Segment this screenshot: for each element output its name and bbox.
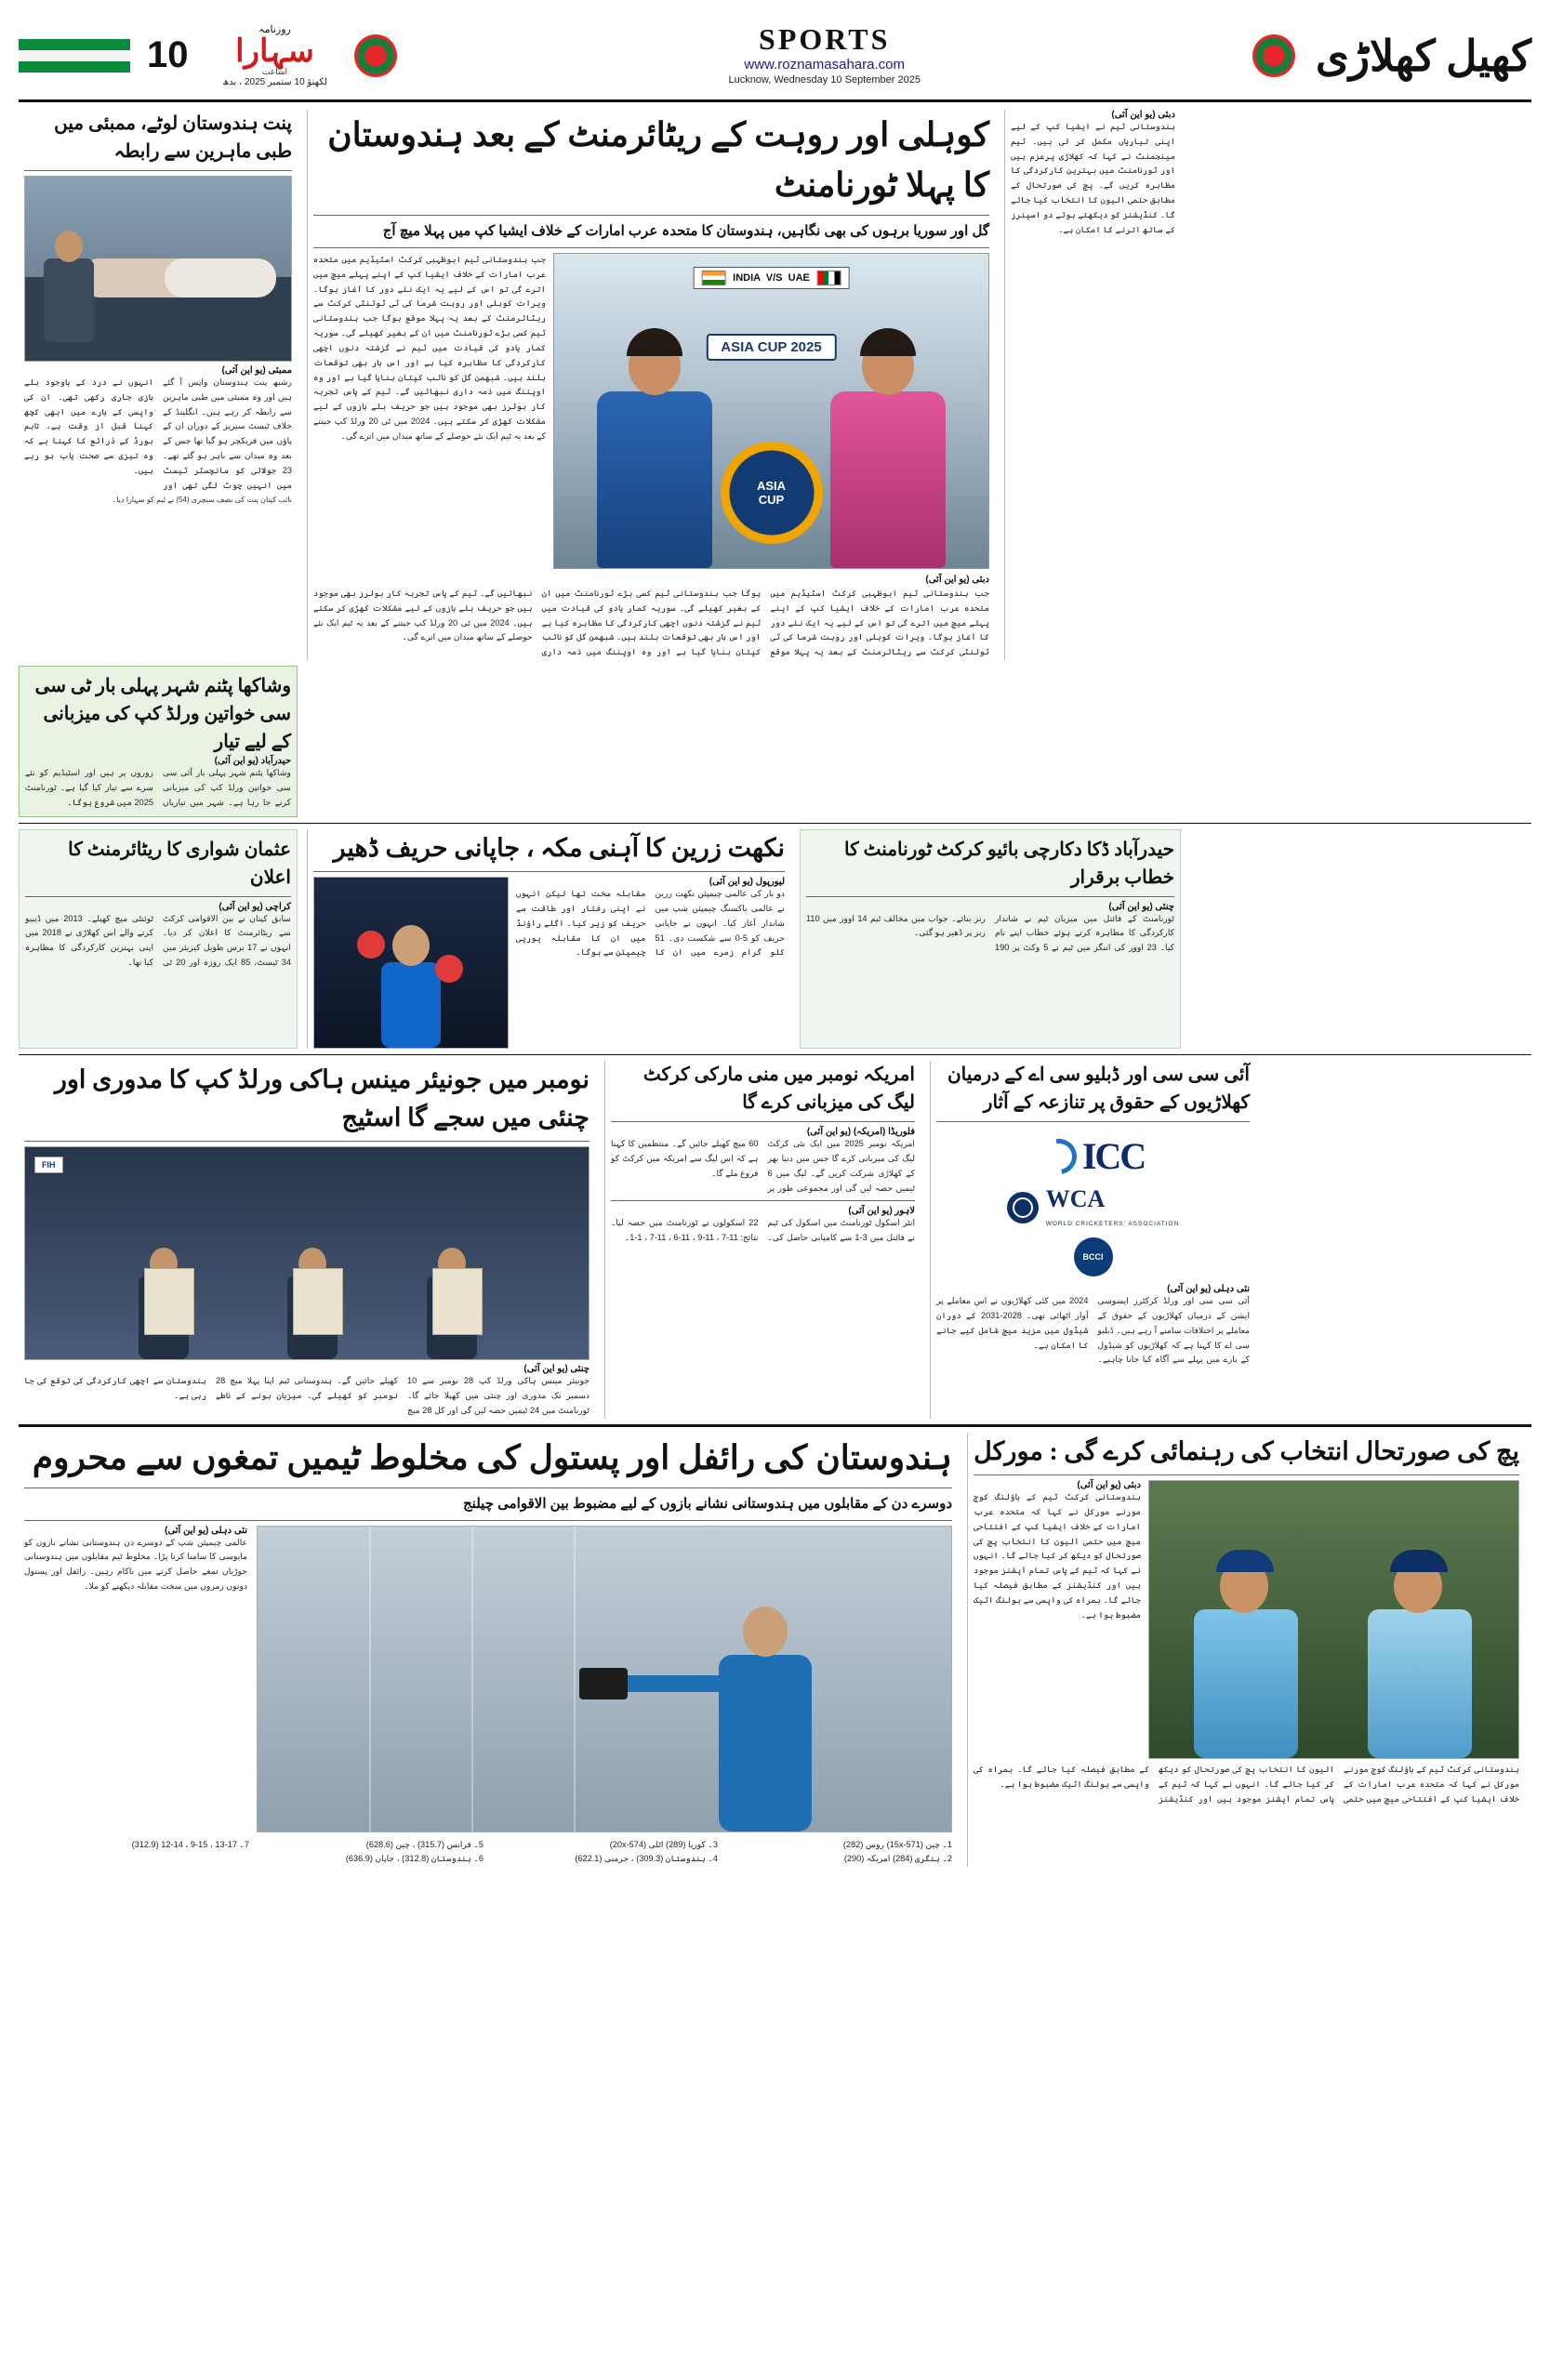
edition-meta: لکھنؤ 10 ستمبر 2025 ، بدھ [222,77,327,87]
icc-dateline: نئی دہلی (یو این آئی) [1167,1284,1250,1295]
trophy-poster-3 [432,1268,483,1335]
usman-headline: عثمان شواری کا ریٹائرمنٹ کا اعلان [68,839,291,888]
flag-stripe-green-2 [19,61,130,73]
column-hockey [19,1061,595,1418]
player-uae [804,289,972,568]
shooting-body: عالمی چیمپئن شپ کے دوسرے دن ہندوستانی نشانے بازوں کو مایوسی کا سامنا کرنا پڑا۔ مخلوط ٹیم مقابلوں میں ہندوستانی جوڑیاں تمغے حاصل کرنے میں ناکام رہیں۔ رائفل اور پستول دونوں زمروں میں سخت مقابلہ دیکھنے کو ملا۔ [24,1537,247,1592]
hockey-body: جونیئر مینس ہاکی ورلڈ کپ 28 نومبر سے 10 دسمبر تک مدوری اور چنئی میں کھیلا جائے گا۔ ٹورنامنٹ میں 24 ٹیمیں حصہ لیں گی اور کل 28 میچ کھیلے جائیں گے۔ ہندوستانی ٹیم اپنا پہلا میچ 28 نومبر کو کھیلے گی۔ میزبان ہونے کے ناطے ہندوستان سے اچھی کارکردگی کی توقع کی جا رہی ہے۔ [24,1376,590,1415]
result-line-2: 2۔ ہنگری (284) امریکہ (290) [843,1854,952,1864]
morkel-dateline: دبئی (یو این آئی) [1077,1480,1141,1491]
section-title-urdu: کھیل کھلاڑی [1315,32,1531,80]
photo-person [33,212,105,342]
coach-figure-2 [1351,1526,1490,1758]
result-line-5: 5۔ فرانس (315.7) ، چین (628.6) [365,1839,484,1849]
logo-main-text: سہارا [235,33,314,69]
women-wc-headline: وشاکھا پٹنم شہر پہلی بار ٹی سی سی خواتین ورلڈ کپ کی میزبانی کے لیے تیار [34,676,291,753]
sports-wordmark: SPORTS [759,22,891,56]
flag-stripe-white [19,50,130,61]
icc-headline: آئی سی سی اور ڈبلیو سی اے کے درمیان کھلاڑیوں کے حقوق پر تنازعہ کے آثار [947,1064,1250,1114]
asia-cup-hero-graphic [553,253,989,569]
shooting-headline: ہندوستان کی رائفل اور پستول کی مخلوط ٹیمیں تمغوں سے محروم [32,1438,952,1476]
asia-cup-logo-icon: ASIA CUP [721,442,823,544]
masthead-center [397,17,1252,94]
boxing-body: دو بار کی عالمی چیمپئن نکھت زرین نے عالمی باکسنگ چیمپئن شپ میں شاندار آغاز کیا۔ انہوں نے جاپانی حریف کو 5-0 سے شکست دی۔ 51 کلو گرام زمرے میں ان کا مقابلہ سخت تھا لیکن انہوں نے اپنی رفتار اور طاقت سے حریف کو زیر کیا۔ اگلے راؤنڈ میں ان کا مقابلہ یورپی چیمپئن سے ہوگا۔ [516,889,785,958]
asia-cup-badge: ASIA CUP 2025 [706,334,836,361]
lead-headline: کوہلی اور روہت کے ریٹائرمنٹ کے بعد ہندوستان کا پہلا ٹورنامنٹ [327,116,989,204]
logo-top-text: روزنامہ [258,24,291,35]
morkel-text [974,1480,1141,1759]
hyd-dateline: چنئی (یو این آئی) [1108,901,1174,912]
icc-body: آئی سی سی اور ورلڈ کرکٹرز ایسوسی ایشن کے درمیان کھلاڑیوں کے حقوق کے معاملے پر اختلافات سامنے آ رہے ہیں۔ ڈبلیو سی اے کا کہنا ہے کہ کھلاڑیوں کو شیڈول کے بارے میں پہلے سے آگاہ کیا جانا چاہیے۔ 2024 میں کئی کھلاڑیوں نے اس معاملے پر آواز اٹھائی تھی۔ 2028-2031 کے دوران شیڈول میں مزید میچ شامل کیے جانے کا امکان ہے۔ [936,1296,1250,1365]
boxing-headline: نکھت زرین کا آہنی مکہ ، جاپانی حریف ڈھیر [333,833,785,862]
lead-body-left: جب ہندوستانی ٹیم ابوظہبی کرکٹ اسٹیڈیم میں متحدہ عرب امارات کے خلاف ایشیا کپ کے اپنے پہلے میچ میں اترے گی تو اس کے لیے یہ ایک نئے دور کا آغاز ہوگا۔ ویرات کوہلی اور روہت شرما کی ٹی ٹوئنٹی کرکٹ سے ریٹائرمنٹ کے بعد یہ پہلا موقع ہوگا جب ہندوستانی ٹیم کسی بڑے ٹورنامنٹ میں ان کے بغیر کھیلے گی۔ سوریہ کمار یادو کی قیادت میں ٹیم نے گزشتہ دنوں اچھی کارکردگی کا مظاہرہ کیا ہے اور اس بار بھی توقعات بلند ہیں۔ شبھمن گل کو نائب کپتان بنایا گیا ہے اور وہ اوپننگ میں ذمہ داری نبھائیں گے۔ ٹیم کے پاس تجربہ کار بولرز بھی موجود ہیں جو حریف بلے بازوں کے لیے مشکلات کھڑی کر سکتے ہیں۔ 2024 میں ٹی 20 ورلڈ کپ جیتنے کے بعد یہ ٹیم ایک نئے حوصلے کے ساتھ میدان میں اترے گی۔ [313,255,547,441]
women-worldcup-box [19,666,298,816]
icc-swoosh-icon [1034,1131,1083,1181]
usa-headline: امریکہ نومبر میں منی مارکی کرکٹ لیگ کی میزبانی کرے گا [643,1064,915,1114]
shooting-left-text [24,1526,247,1832]
coach-figure-1 [1177,1526,1317,1758]
wca-logo [1007,1185,1180,1230]
result-line-7: 7۔ 17-13 ، 15-9 ، 14-12 (312.9) [131,1839,249,1849]
boxer-figure [355,908,467,1048]
trophy-poster-2 [293,1268,343,1335]
pant-dateline: ممبئی (یو این آئی) [221,365,292,376]
wca-subtext: WORLD CRICKETERS' ASSOCIATION [1045,1221,1180,1228]
women-wc-body: وشاکھا پٹنم شہر پہلی بار آئی سی سی خواتین ورلڈ کپ کی میزبانی کرنے جا رہا ہے۔ شہر میں تیاریاں زوروں پر ہیں اور اسٹیڈیم کو نئے سرے سے تیار کیا گیا ہے۔ ٹورنامنٹ 2025 میں شروع ہوگا۔ [25,768,291,807]
morkel-body: ہندوستانی کرکٹ ٹیم کے باؤلنگ کوچ مورنے مورکل نے کہا کہ متحدہ عرب امارات کے خلاف ایشیا کپ کے افتتاحی میچ میں حتمی الیون کا انتخاب پچ کی صورتحال کو دیکھ کر کیا جائے گا۔ انہوں نے کہا کہ ٹیم کے پاس تمام آپشنز موجود ہیں اور کنڈیشنز کے مطابق فیصلہ کیا جائے گا۔ بمراہ کی واپسی سے بولنگ اٹیک مضبوط ہوا ہے۔ [974,1492,1141,1620]
women-wc-dateline: حیدرآباد (یو این آئی) [214,756,291,767]
column-shooting [19,1433,958,1868]
column-boxing [307,829,790,1050]
column-usman [19,829,298,1050]
usa-body: امریکہ نومبر 2025 میں ایک نئی کرکٹ لیگ کی میزبانی کرے گا جس میں دنیا بھر کے کھلاڑی شرکت کریں گے۔ لیگ میں 6 ٹیمیں حصہ لیں گی اور مجموعی طور پر 60 میچ کھیلے جائیں گے۔ منتظمین کا کہنا ہے کہ اس لیگ سے امریکہ میں کرکٹ کو فروغ ملے گا۔ [611,1139,915,1193]
newspaper-logo [205,23,345,87]
page-number: 10 [147,34,189,75]
band-top [19,110,1531,660]
player-india [571,289,738,568]
lead-body-cols: جب ہندوستانی ٹیم ابوظہبی کرکٹ اسٹیڈیم میں متحدہ عرب امارات کے خلاف ایشیا کپ کے اپنے پہلے میچ میں اترے گی تو اس کے لیے یہ ایک نئے دور کا آغاز ہوگا۔ ویرات کوہلی اور روہت شرما کی ٹی ٹوئنٹی کرکٹ سے ریٹائرمنٹ کے بعد یہ پہلا موقع ہوگا جب ہندوستانی ٹیم کسی بڑے ٹورنامنٹ میں ان کے بغیر کھیلے گی۔ سوریہ کمار یادو کی قیادت میں ٹیم نے گزشتہ دنوں اچھی کارکردگی کا مظاہرہ کیا ہے اور اس بار بھی توقعات بلند ہیں۔ شبھمن گل کو نائب کپتان بنایا گیا ہے اور وہ اوپننگ میں ذمہ داری نبھائیں گے۔ ٹیم کے پاس تجربہ کار بولرز بھی موجود ہیں جو حریف بلے بازوں کے لیے مشکلات کھڑی کر سکتے ہیں۔ 2024 میں ٹی 20 ورلڈ کپ جیتنے کے بعد یہ ٹیم ایک نئے حوصلے کے ساتھ میدان میں اترے گی۔ [313,588,989,657]
flag-block [19,39,130,73]
usman-dateline: کراچی (یو این آئی) [219,901,291,912]
column-right-lead [1004,110,1181,660]
icc-wordmark: ICC [1081,1135,1146,1178]
wca-wordmark: WCA [1045,1185,1106,1213]
pant-headline: پنت ہندوستان لوٹے، ممبئی میں طبی ماہرین سے رابطہ [54,113,292,162]
india-flag-icon [701,271,725,285]
trophy-poster-1 [144,1268,194,1335]
lahore-body: انٹر اسکول ٹورنامنٹ میں اسکول کی ٹیم نے فائنل میں 3-1 سے کامیابی حاصل کی۔ 22 اسکولوں نے ٹورنامنٹ میں حصہ لیا۔ نتائج: 11-7 ، 11-9 ، 11-6 ، 11-7 ، 1-1۔ [611,1218,916,1243]
shooting-dateline: نئی دہلی (یو این آئی) [165,1525,247,1536]
boxing-photo [313,877,509,1049]
band-middle [19,829,1531,1050]
shooting-results [24,1838,952,1868]
pant-caption: نائب کپتان پنت کی نصف سنچری (54) نے ٹیم کو سہارا دیا۔ [112,495,292,504]
result-line-3: 3۔ کوریا (289) اٹلی (574-20x) [609,1839,718,1849]
pant-body: رشبھ پنت ہندوستان واپس آ گئے ہیں اور وہ ممبئی میں طبی ماہرین سے رابطہ کر رہے ہیں۔ انگلینڈ کے خلاف ٹیسٹ سیریز کے دوران ان کے پاؤں میں فریکچر ہو گیا تھا جس کے بعد وہ میدان سے باہر ہو گئے تھے۔ 23 جولائی کو مانچسٹر ٹیسٹ میں انہیں چوٹ لگی تھی اور انہوں نے درد کے باوجود بلے بازی جاری رکھی تھی۔ ان کی واپسی کے بارے میں ابھی کچھ کہنا قبل از وقت ہے، تاہم بورڈ کے ذرائع کا کہنا ہے کہ وہ تیزی سے صحت یاب ہو رہے ہیں۔ [24,377,292,490]
column-usa-league [604,1061,921,1418]
lahore-dateline: لاہور (یو این آئی) [848,1206,915,1217]
website-url[interactable]: www.roznamasahara.com [744,57,905,73]
shooter-figure [691,1562,840,1831]
icc-logo [1041,1134,1145,1178]
hockey-headline: نومبر میں جونیئر مینس ہاکی ورلڈ کپ کا مدوری اور چنئی میں سجے گا اسٹیج [54,1065,590,1131]
column-hyderabad [800,829,1181,1050]
band-lower [19,1061,1531,1418]
band-bottom [19,1433,1531,1868]
morkel-body-cols: ہندوستانی کرکٹ ٹیم کے باؤلنگ کوچ مورنے مورکل نے کہا کہ متحدہ عرب امارات کے خلاف ایشیا کپ کے افتتاحی میچ میں حتمی الیون کا انتخاب پچ کی صورتحال کو دیکھ کر کیا جائے گا۔ انہوں نے کہا کہ ٹیم کے پاس تمام آپشنز موجود ہیں اور کنڈیشنز کے مطابق فیصلہ کیا جائے گا۔ بمراہ کی واپسی سے بولنگ اٹیک مضبوط ہوا ہے۔ [974,1765,1519,1804]
column-icc-wca [930,1061,1255,1418]
column-morkel [967,1433,1525,1868]
morkel-headline: پچ کی صورتحال انتخاب کی رہنمائی کرے گی : مورکل [974,1436,1519,1465]
hockey-dateline: چنئی (یو این آئی) [523,1364,590,1375]
masthead-left [19,17,397,94]
morkel-photo [1148,1480,1519,1759]
masthead-right [1252,17,1531,94]
masthead [19,17,1531,102]
result-line-6: 6۔ ہندوستان (312.8) ، جاپان (636.9) [345,1854,484,1864]
issue-date: Lucknow, Wednesday 10 September 2025 [728,74,921,86]
boxing-dateline: لیورپول (یو این آئی) [709,877,785,888]
pant-photo [24,176,292,362]
column-lead [307,110,995,660]
globe-icon [1007,1192,1039,1223]
result-line-4: 4۔ ہندوستان (309.3) ، جرمنی (622.1) [575,1854,718,1864]
pistol-icon [579,1668,628,1699]
rosette-icon-2 [1252,34,1295,77]
match-flags-row [693,267,850,289]
logo-sub-text: اشاعت [262,67,287,76]
column-pant [19,110,298,660]
bcci-logo-icon: BCCI [1074,1237,1113,1276]
uae-flag-icon [817,271,841,285]
usa-dateline: فلوریڈا (امریکہ) (یو این آئی) [806,1127,915,1138]
hyd-body: ٹورنامنٹ کے فائنل میں میزبان ٹیم نے شاندار کارکردگی کا مظاہرہ کرتے ہوئے خطاب اپنے نام کیا۔ 23 اوور کی اننگز میں ٹیم نے 5 وکٹ پر 190 رنز بنائے۔ جواب میں مخالف ٹیم 14 اوور میں 110 رنز پر ڈھیر ہو گئی۔ [806,913,1174,953]
lead-dateline: دبئی (یو این آئی) [925,575,989,585]
flag-stripe-green [19,39,130,50]
lead-subhead: گل اور سوریا برہوں کی بھی نگاہیں، ہندوستان کا متحدہ عرب امارات کے خلاف ایشیا کپ میں پہلا میچ آج [382,223,989,239]
photo-leg-2 [165,258,276,298]
versus-label: INDIA V/S UAE [733,272,810,284]
hockey-photo [24,1146,590,1360]
hyd-headline: حیدرآباد ڈکا دکارچی بائیو کرکٹ ٹورنامنٹ کا خطاب برقرار [844,839,1174,888]
right-body: ہندوستانی ٹیم نے ایشیا کپ کے لیے اپنی تیاریاں مکمل کر لی ہیں۔ ٹیم مینجمنٹ نے کہا کہ کھلاڑی پرعزم ہیں اور ٹورنامنٹ میں بہترین کارکردگی کا مظاہرہ کریں گے۔ پچ کی صورتحال کے مطابق حتمی الیون کا انتخاب کیا جائے گا۔ کنڈیشنز کو دیکھتے ہوئے دو اسپنرز کے ساتھ اترنے کا امکان ہے۔ [1011,122,1175,234]
usman-body: سابق کپتان نے بین الاقوامی کرکٹ سے ریٹائرمنٹ کا اعلان کر دیا۔ انہوں نے 17 برس طویل کیریئر میں 34 ٹیسٹ، 85 ایک روزہ اور 20 ٹی ٹوئنٹی میچ کھیلے۔ 2013 میں ڈیبیو کرنے والے اس کھلاڑی نے 2018 میں اپنی بہترین کارکردگی کا مظاہرہ کیا تھا۔ [25,913,291,968]
result-line-1: 1۔ چین (571-15x) روس (282) [842,1839,952,1849]
right-dateline: دبئی (یو این آئی) [1111,110,1175,120]
logo-group [936,1127,1250,1284]
fih-logo-icon: FIH [34,1157,63,1173]
shooting-subhead: دوسرے دن کے مقابلوں میں ہندوستانی نشانے بازوں کے لیے مضبوط بین الاقوامی چیلنج [463,1495,952,1512]
rosette-icon [354,34,397,77]
shooting-photo [257,1526,952,1832]
